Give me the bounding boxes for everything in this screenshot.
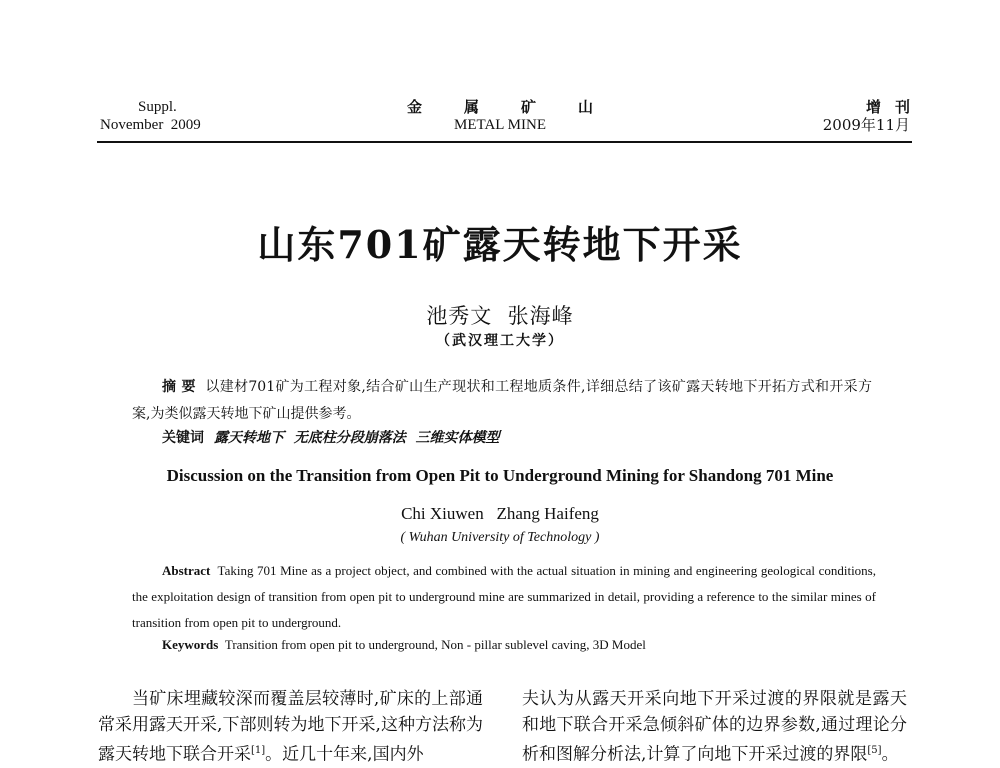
- header-supplement-en: Suppl.: [138, 99, 177, 115]
- header-date-cn: 2009年11月: [822, 116, 910, 134]
- keywords-label-en: Keywords: [162, 637, 219, 652]
- header-center: [380, 98, 635, 134]
- body-left-text-cont: 。近几十年来,国内外: [265, 744, 424, 765]
- paper-title-en: Discussion on the Transition from Open Pit to Underground Mining for Shandong 701 Mine: [166, 466, 834, 485]
- header-left: [100, 98, 320, 134]
- authors-en: Chi Xiuwen Zhang Haifeng: [401, 504, 599, 523]
- affiliation-cn: （武汉理工大学）: [436, 333, 564, 349]
- body-left-text: 当矿床埋藏较深而覆盖层较薄时,矿床的上部通常采用露天开采,下部则转为地下开采,这种方法称为露天转地下联合开采: [98, 689, 483, 765]
- keywords-en: [162, 637, 862, 653]
- header-right: [640, 98, 924, 134]
- authors-cn: 池秀文 张海峰: [426, 304, 574, 328]
- body-right-text: 夫认为从露天开采向地下开采过渡的界限就是露天和地下联合开采急倾斜矿体的边界参数,通过理论分析和图解分析法,计算了向地下开采过渡的界限: [522, 689, 907, 765]
- citation-ref: [5]: [867, 745, 882, 756]
- keywords-cn: [162, 427, 872, 447]
- body-right-text-cont: 。: [881, 744, 899, 765]
- header-supplement-cn: 增刊: [865, 98, 924, 116]
- body-column-right: [522, 686, 907, 768]
- abstract-label-cn: 摘 要: [162, 379, 196, 395]
- journal-name-cn: 金属矿山: [406, 98, 635, 116]
- abstract-text-en: Taking 701 Mine as a project object, and combined with the actual situation in mining and engineering geological conditions, the exploitation design of transition from open pit to underground mine are summarized in detail, providing a reference to the similar mines of transition from open pit to underground.: [132, 563, 876, 630]
- keywords-label-cn: 关键词: [162, 430, 204, 446]
- abstract-text-cn: 以建材701矿为工程对象,结合矿山生产现状和工程地质条件,详细总结了该矿露天转地下开拓方式和开采方案,为类似露天转地下矿山提供参考。: [132, 379, 873, 422]
- abstract-cn: [132, 374, 872, 428]
- header-date-en: November 2009: [100, 117, 201, 133]
- header-rule: [97, 141, 912, 143]
- body-column-left: [98, 686, 483, 768]
- keywords-text-en: Transition from open pit to underground, Non - pillar sublevel caving, 3D Model: [224, 637, 646, 652]
- paper-title-cn: 山东701矿露天转地下开采: [257, 222, 743, 267]
- keywords-text-cn: 露天转地下 无底柱分段崩落法 三维实体模型: [214, 430, 500, 446]
- citation-ref: [1]: [251, 745, 266, 756]
- abstract-en: [132, 558, 876, 636]
- affiliation-en: ( Wuhan University of Technology ): [400, 530, 600, 545]
- journal-name-en: METAL MINE: [454, 117, 546, 133]
- abstract-label-en: Abstract: [162, 563, 211, 578]
